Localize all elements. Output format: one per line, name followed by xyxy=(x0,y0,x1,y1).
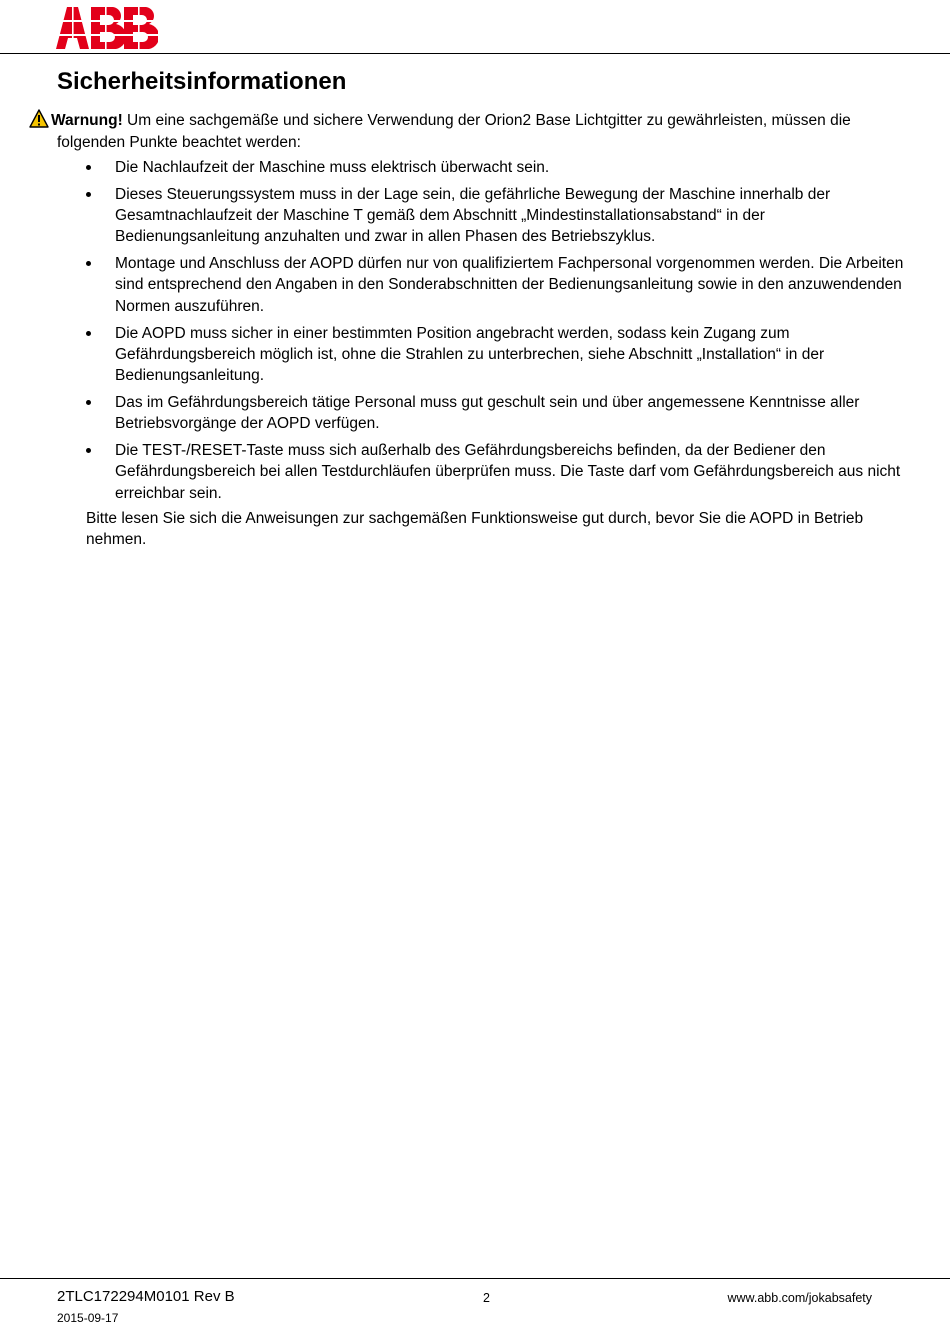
warning-triangle-icon xyxy=(29,109,49,128)
list-item xyxy=(86,253,906,317)
bullet-dot-icon xyxy=(86,400,91,405)
warning-text-line-1: Um eine sachgemäße und sichere Verwendung der Orion2 Base Lichtgitter zu gewährleisten, müssen die xyxy=(122,112,851,129)
safety-bullet-list xyxy=(86,157,906,509)
list-item-text: Die AOPD muss sicher in einer bestimmten Position angebracht werden, sodass kein Zugang zum Gefährdungsbereich möglich ist, ohne die Strahlen zu unterbrechen, siehe Abschnitt „Installation“ in der Bedienungsanleitung. xyxy=(115,324,825,385)
header-divider xyxy=(0,53,950,54)
bullet-dot-icon xyxy=(86,448,91,453)
list-item xyxy=(86,184,906,248)
bullet-dot-icon xyxy=(86,165,91,170)
list-item xyxy=(86,157,906,178)
document-id: 2TLC172294M0101 Rev B xyxy=(57,1288,235,1305)
document-date: 2015-09-17 xyxy=(57,1311,119,1325)
list-item xyxy=(86,440,906,504)
bullet-dot-icon xyxy=(86,261,91,266)
page-header xyxy=(0,0,950,54)
bullet-dot-icon xyxy=(86,331,91,336)
bullet-dot-icon xyxy=(86,192,91,197)
page-title: Sicherheitsinformationen xyxy=(57,68,347,95)
warning-label: Warnung! xyxy=(51,112,123,129)
list-item-text: Das im Gefährdungsbereich tätige Personal muss gut geschult sein und über angemessene Kenntnisse aller Betriebsvorgänge der AOPD verfügen. xyxy=(115,393,860,433)
list-item-text: Die TEST-/RESET-Taste muss sich außerhalb des Gefährdungsbereichs befinden, da der Bediener den Gefährdungsbereich bei allen Testdurchläufen überprüfen muss. Die Taste darf vom Gefährdungsbereich aus nicht erreichbar sein. xyxy=(115,442,901,502)
website-link[interactable]: www.abb.com/jokabsafety xyxy=(727,1291,872,1305)
list-item xyxy=(86,323,906,387)
footer-divider xyxy=(0,1278,950,1279)
list-item xyxy=(86,392,906,435)
closing-paragraph: Bitte lesen Sie sich die Anweisungen zur sachgemäßen Funktionsweise gut durch, bevor Sie die AOPD in Betrieb nehmen. xyxy=(86,510,864,549)
warning-text-line-2: folgenden Punkte beachtet werden: xyxy=(57,133,301,151)
page-number: 2 xyxy=(483,1291,490,1305)
list-item-text: Montage und Anschluss der AOPD dürfen nur von qualifiziertem Fachpersonal vorgenommen werden. Die Arbeiten sind entsprechend den Angaben in den Sonderabschnitten der Bedienungsanleitung sowie in den anzuwendenden Normen auszuführen. xyxy=(115,255,904,315)
warning-block xyxy=(29,109,899,153)
abb-logo xyxy=(56,7,158,49)
list-item-text: Dieses Steuerungssystem muss in der Lage sein, die gefährliche Bewegung der Maschine innerhalb der Gesamtnachlaufzeit der Maschine T gemäß dem Abschnitt „Mindestinstallationsabstand“ in der Bedienungsanleitung anzuhalten und zwar in allen Phasen des Betriebszyklus. xyxy=(115,185,831,246)
warning-line-1 xyxy=(29,109,899,132)
list-item-text: Die Nachlaufzeit der Maschine muss elektrisch überwacht sein. xyxy=(115,159,550,176)
